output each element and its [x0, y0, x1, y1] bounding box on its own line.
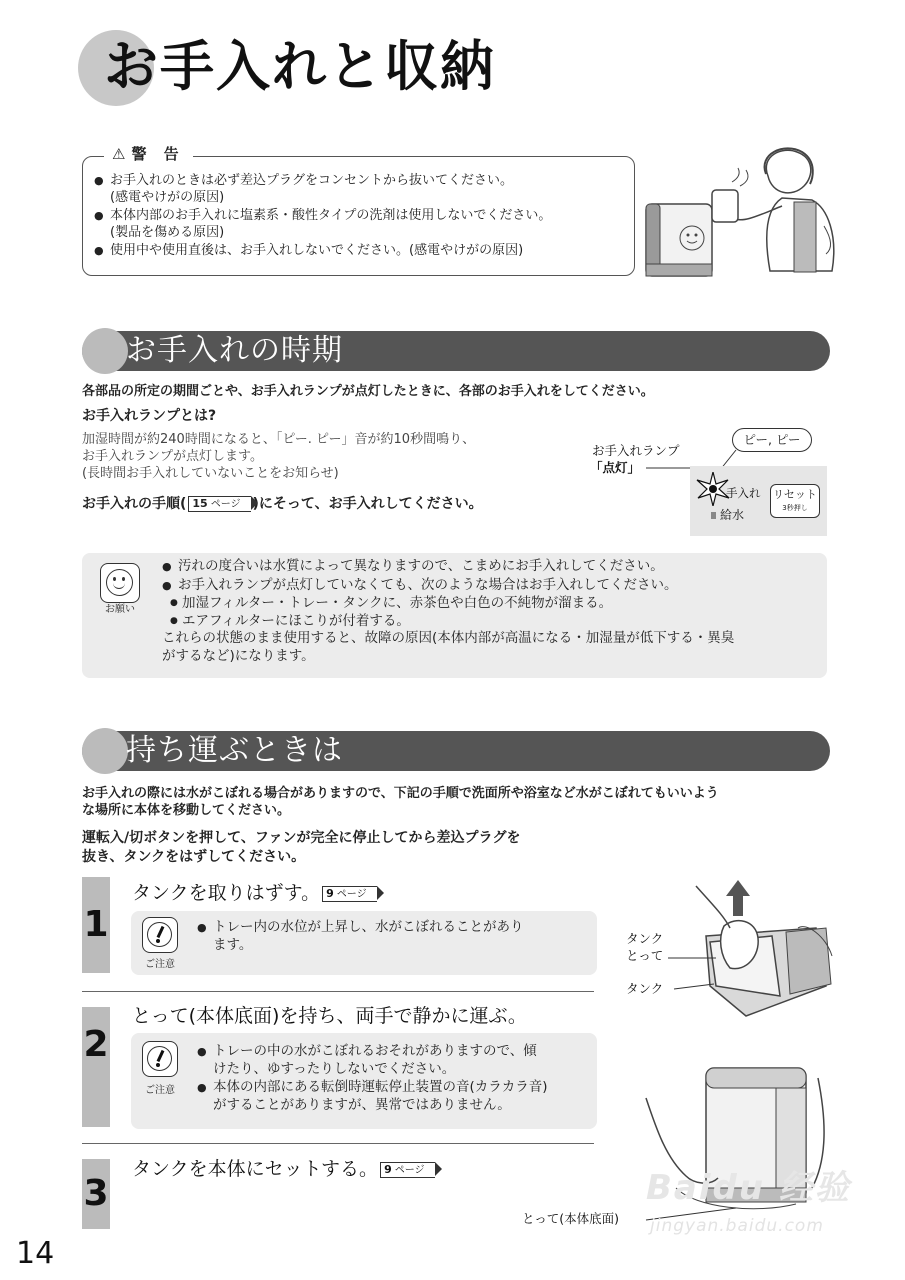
caution-item: ● トレー内の水位が上昇し、水がこぼれることがあり ます。 — [197, 919, 589, 954]
lamp-label: お手入れランプ — [592, 443, 680, 458]
warning-item: ● お手入れのときは必ず差込プラグをコンセントから抜いてください。 (感電やけがの原因) — [94, 172, 629, 206]
page-number: 14 — [16, 1236, 55, 1271]
lamp-lit-label: 「点灯」 — [590, 460, 641, 475]
step-divider — [82, 991, 594, 992]
request-item: ● 汚れの度合いは水質によって異なりますので、こまめにお手入れしてください。 — [162, 558, 822, 576]
water-indicator-lamp — [711, 512, 716, 519]
procedure-line: お手入れの手順( 15 ページ )にそって、お手入れしてください。 — [82, 496, 483, 512]
section-header-decoration — [82, 728, 128, 774]
warning-list — [94, 172, 629, 260]
watermark-logo: Baidu 经验 — [646, 1168, 851, 1208]
request-item: ● お手入れランプが点灯していなくても、次のような場合はお手入れしてください。 — [162, 577, 822, 595]
page-title: お手入れと収納 — [104, 35, 496, 98]
warning-item: ● 本体内部のお手入れに塩素系・酸性タイプの洗剤は使用しないでください。 (製品を傷める原因) — [94, 207, 629, 241]
caution-icon — [142, 1041, 178, 1077]
caution-box — [131, 911, 597, 975]
section-header-carrying: 持ち運ぶときは — [82, 731, 830, 771]
step-number: 3 — [82, 1159, 110, 1229]
indicator-care: 手入れ — [726, 486, 761, 500]
lamp-burst-icon — [696, 472, 730, 506]
section-header-decoration — [82, 328, 128, 374]
warning-label: ⚠ 警 告 — [104, 144, 193, 164]
step-heading: タンクを本体にセットする。 9 ページ — [132, 1157, 437, 1181]
watermark-url: jingyan.baidu.com — [650, 1216, 824, 1236]
warning-icon: ⚠ — [112, 145, 126, 163]
request-list — [162, 558, 822, 665]
section2-intro: お手入れの際には水がこぼれる場合がありますので、下記の手順で洗面所や浴室など水がこぼれてもいいよう な場所に本体を移動してください。 — [82, 786, 719, 818]
caution-item: ● 本体の内部にある転倒時運転停止装置の音(カラカラ音) がすることがありますが、異常ではありません。 — [197, 1079, 592, 1114]
tank-label: タンク — [626, 981, 664, 996]
lamp-heading: お手入れランプとは? — [82, 408, 217, 424]
page-reference: 9 ページ — [322, 886, 376, 902]
step-number: 1 — [82, 877, 110, 973]
caution-caption: ご注意 — [145, 959, 175, 970]
body-handle-label: とって(本体底面) — [522, 1211, 620, 1226]
request-sub-item: ● 加湿フィルター・トレー・タンクに、赤茶色や白色の不純物が溜まる。 — [162, 595, 822, 613]
step-heading: とって(本体底面)を持ち、両手で静かに運ぶ。 — [132, 1005, 527, 1027]
request-footer: がするなど)になります。 — [162, 647, 315, 664]
step-number: 2 — [82, 1007, 110, 1127]
smile-icon — [100, 563, 140, 603]
cleaning-illustration — [642, 146, 838, 284]
request-caption: お願い — [105, 604, 135, 615]
caution-caption: ご注意 — [145, 1085, 175, 1096]
lamp-description: 加湿時間が約240時間になると、「ピー. ピー」音が約10秒間鳴り、 お手入れランプが点灯します。 (長時間お手入れしていないことをお知らせ) — [82, 432, 476, 481]
step-heading: タンクを取りはずす。 9 ページ — [132, 881, 379, 905]
caution-item: ● トレーの中の水がこぼれるおそれがありますので、傾 けたり、ゆすったりしないでください。 — [197, 1043, 592, 1078]
section-header-care-timing: お手入れの時期 — [82, 331, 830, 371]
section1-intro: 各部品の所定の期間ごとや、お手入れランプが点灯したときに、各部のお手入れをしてください。 — [82, 384, 654, 399]
page-reference: 15 ページ — [188, 496, 250, 512]
indicator-water: 給水 — [720, 508, 745, 522]
reset-button: リセット 3秒押し — [770, 484, 820, 518]
tank-leader-lines — [662, 948, 722, 996]
caution-icon — [142, 917, 178, 953]
step-divider — [82, 1143, 594, 1144]
section2-pre: 運転入/切ボタンを押して、ファンが完全に停止してから差込プラグを 抜き、タンクをはずしてください。 — [82, 830, 521, 865]
request-footer: これらの状態のまま使用すると、故障の原因(本体内部が高温になる・加湿量が低下する・異臭 — [162, 630, 735, 646]
tank-handle-label: タンク とって — [626, 931, 664, 963]
page-reference: 9 ページ — [380, 1162, 434, 1178]
caution-box — [131, 1033, 597, 1129]
request-sub-item: ● エアフィルターにほこりが付着する。 — [162, 613, 822, 631]
sound-bubble: ピー, ピー — [732, 428, 812, 452]
warning-item: ● 使用中や使用直後は、お手入れしないでください。(感電やけがの原因) — [94, 242, 629, 259]
